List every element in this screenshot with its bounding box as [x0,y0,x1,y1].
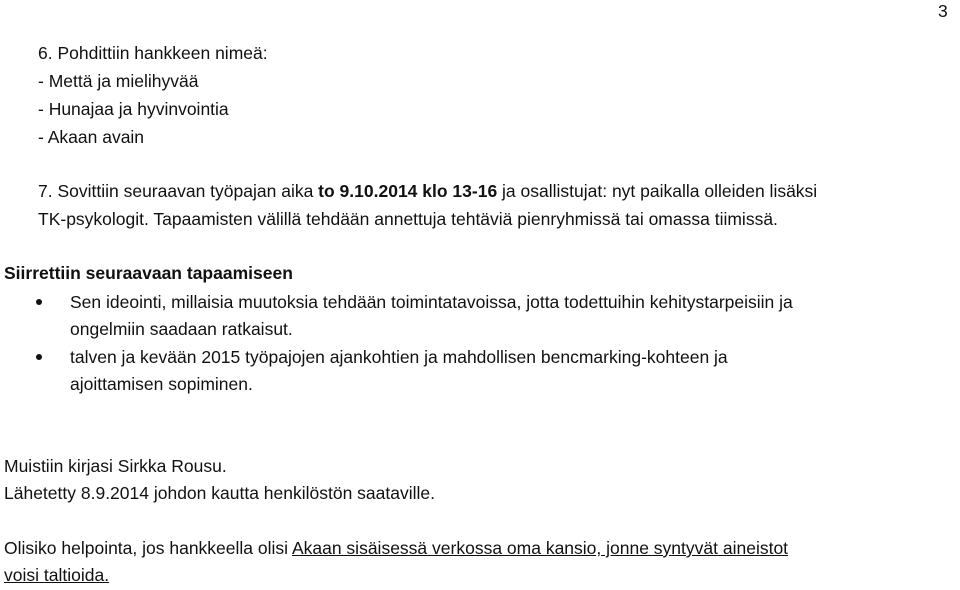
bullet-2-line-1: talven ja kevään 2015 työpajojen ajankohtien ja mahdollisen bencmarking-kohteen ja [70,347,728,367]
note-underlined-text: Akaan sisäisessä verkossa oma kansio, jonne syntyvät aineistot [291,538,789,558]
section-7-line-1 [38,180,817,202]
note-line-2: voisi taltioida. [4,565,110,585]
note-line-1 [4,537,788,559]
section-6-option-3: - Akaan avain [38,127,145,147]
note-prefix: Olisiko helpointa, jos hankkeella olisi [4,538,292,558]
bullet-1-line-2: ongelmiin saadaan ratkaisut. [70,319,293,339]
sent-info: Lähetetty 8.9.2014 johdon kautta henkilöstön saataville. [4,483,436,503]
section-7-date: to 9.10.2014 klo 13-16 [318,181,498,201]
section-7-prefix: 7. Sovittiin seuraavan työpajan aika [38,181,319,201]
section-7-line-2: TK-psykologit. Tapaamisten välillä tehdään annettuja tehtäviä pienryhmissä tai omassa tiimissä. [38,209,778,229]
section-6-option-1: - Mettä ja mielihyvää [38,71,199,91]
bullet-icon [36,299,42,305]
page-number: 3 [938,1,948,21]
next-meeting-heading: Siirrettiin seuraavaan tapaamiseen [4,263,293,283]
section-7-suffix: ja osallistujat: nyt paikalla olleiden lisäksi [497,181,818,201]
bullet-icon [36,354,42,360]
section-6-option-2: - Hunajaa ja hyvinvointia [38,99,229,119]
section-6-heading: 6. Pohdittiin hankkeen nimeä: [38,43,268,63]
bullet-1-line-1: Sen ideointi, millaisia muutoksia tehdään toimintatavoissa, jotta todettuihin kehitystarpeisiin ja [70,292,793,312]
bullet-2-line-2: ajoittamisen sopiminen. [70,374,253,394]
minutes-by: Muistiin kirjasi Sirkka Rousu. [4,456,227,476]
